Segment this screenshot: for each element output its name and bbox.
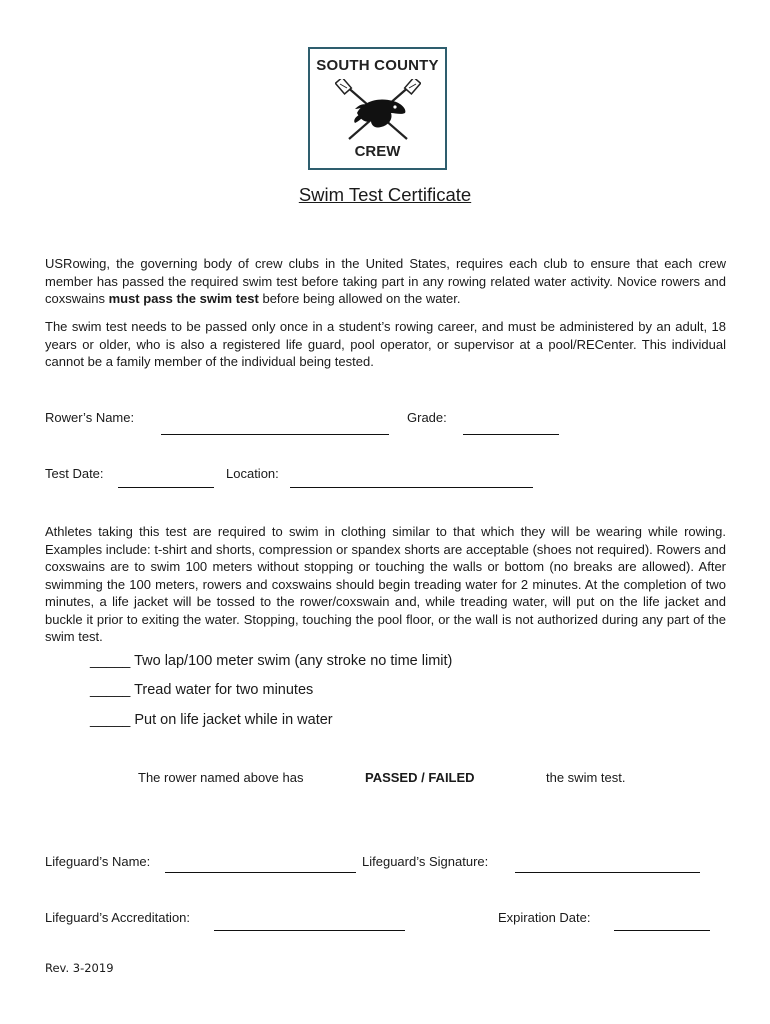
expiration-date-field[interactable]: [614, 930, 710, 931]
location-label: Location:: [226, 466, 279, 481]
intro-paragraph-2: The swim test needs to be passed only once in a student’s rowing career, and must be administered by an adult, 18 years or older, who is also a registered life guard, pool operator, or supervisor at a pool/RECenter. This individual cannot be a family member of the individual being tested.: [45, 319, 726, 369]
instructions-paragraph: Athletes taking this test are required to swim in clothing similar to that which they will be wearing while rowing. Examples include: t-shirt and shorts, compression or spandex shorts are acceptable (shoes not required). Rowers and coxswains are to swim 100 meters without stopping or touching the walls or bottom (no breaks are allowed). After swimming the 100 meters, rowers and coxswains should begin treading water for 2 minutes. At the completion of two minutes, a life jacket will be tossed to the rower/coxswain and, while treading water, will put on the life jacket and buckle it prior to exiting the water. Stopping, touching the pool floor, or the wall is not authorized during any part of the swim test.: [45, 524, 726, 644]
intro-paragraph-1: USRowing, the governing body of crew clubs in the United States, requires each club to ensure that each crew member has passed the required swim test before taking part in any rowing related water activity. Novice rowers and coxswains must pass the swim test before being allowed on the water.: [45, 256, 726, 306]
lifeguard-name-label: Lifeguard’s Name:: [45, 854, 151, 869]
rowers-name-label: Rower’s Name:: [45, 410, 135, 425]
intro-bold-text: must pass the swim test: [108, 291, 259, 306]
lifeguard-accreditation-label: Lifeguard’s Accreditation:: [45, 910, 191, 925]
page-title: Swim Test Certificate: [298, 184, 472, 205]
expiration-date-label: Expiration Date:: [498, 910, 591, 925]
grade-label: Grade:: [407, 410, 447, 425]
logo-bottom-text: CREW: [354, 143, 401, 160]
location-field[interactable]: [290, 487, 533, 488]
checklist-item-lifejacket[interactable]: _____ Put on life jacket while in water: [90, 712, 333, 728]
rowers-name-field[interactable]: [161, 434, 389, 435]
lifeguard-signature-field[interactable]: [515, 872, 700, 873]
lifeguard-accreditation-field[interactable]: [214, 930, 405, 931]
result-prefix: The rower named above has: [138, 770, 304, 785]
checklist-item-swim[interactable]: _____ Two lap/100 meter swim (any stroke no time limit): [90, 653, 453, 669]
lifeguard-signature-label: Lifeguard’s Signature:: [362, 854, 489, 869]
logo-top-text: SOUTH COUNTY: [316, 57, 439, 74]
lifeguard-name-field[interactable]: [165, 872, 356, 873]
test-date-label: Test Date:: [45, 466, 104, 481]
revision-footer: Rev. 3-2019: [45, 961, 114, 975]
test-date-field[interactable]: [118, 487, 214, 488]
result-suffix: the swim test.: [546, 770, 626, 785]
checklist-item-tread[interactable]: _____ Tread water for two minutes: [90, 682, 314, 698]
club-logo: [308, 47, 447, 170]
result-status[interactable]: PASSED / FAILED: [365, 770, 475, 785]
crossed-oars-horse-icon: [335, 79, 421, 141]
grade-field[interactable]: [463, 434, 559, 435]
